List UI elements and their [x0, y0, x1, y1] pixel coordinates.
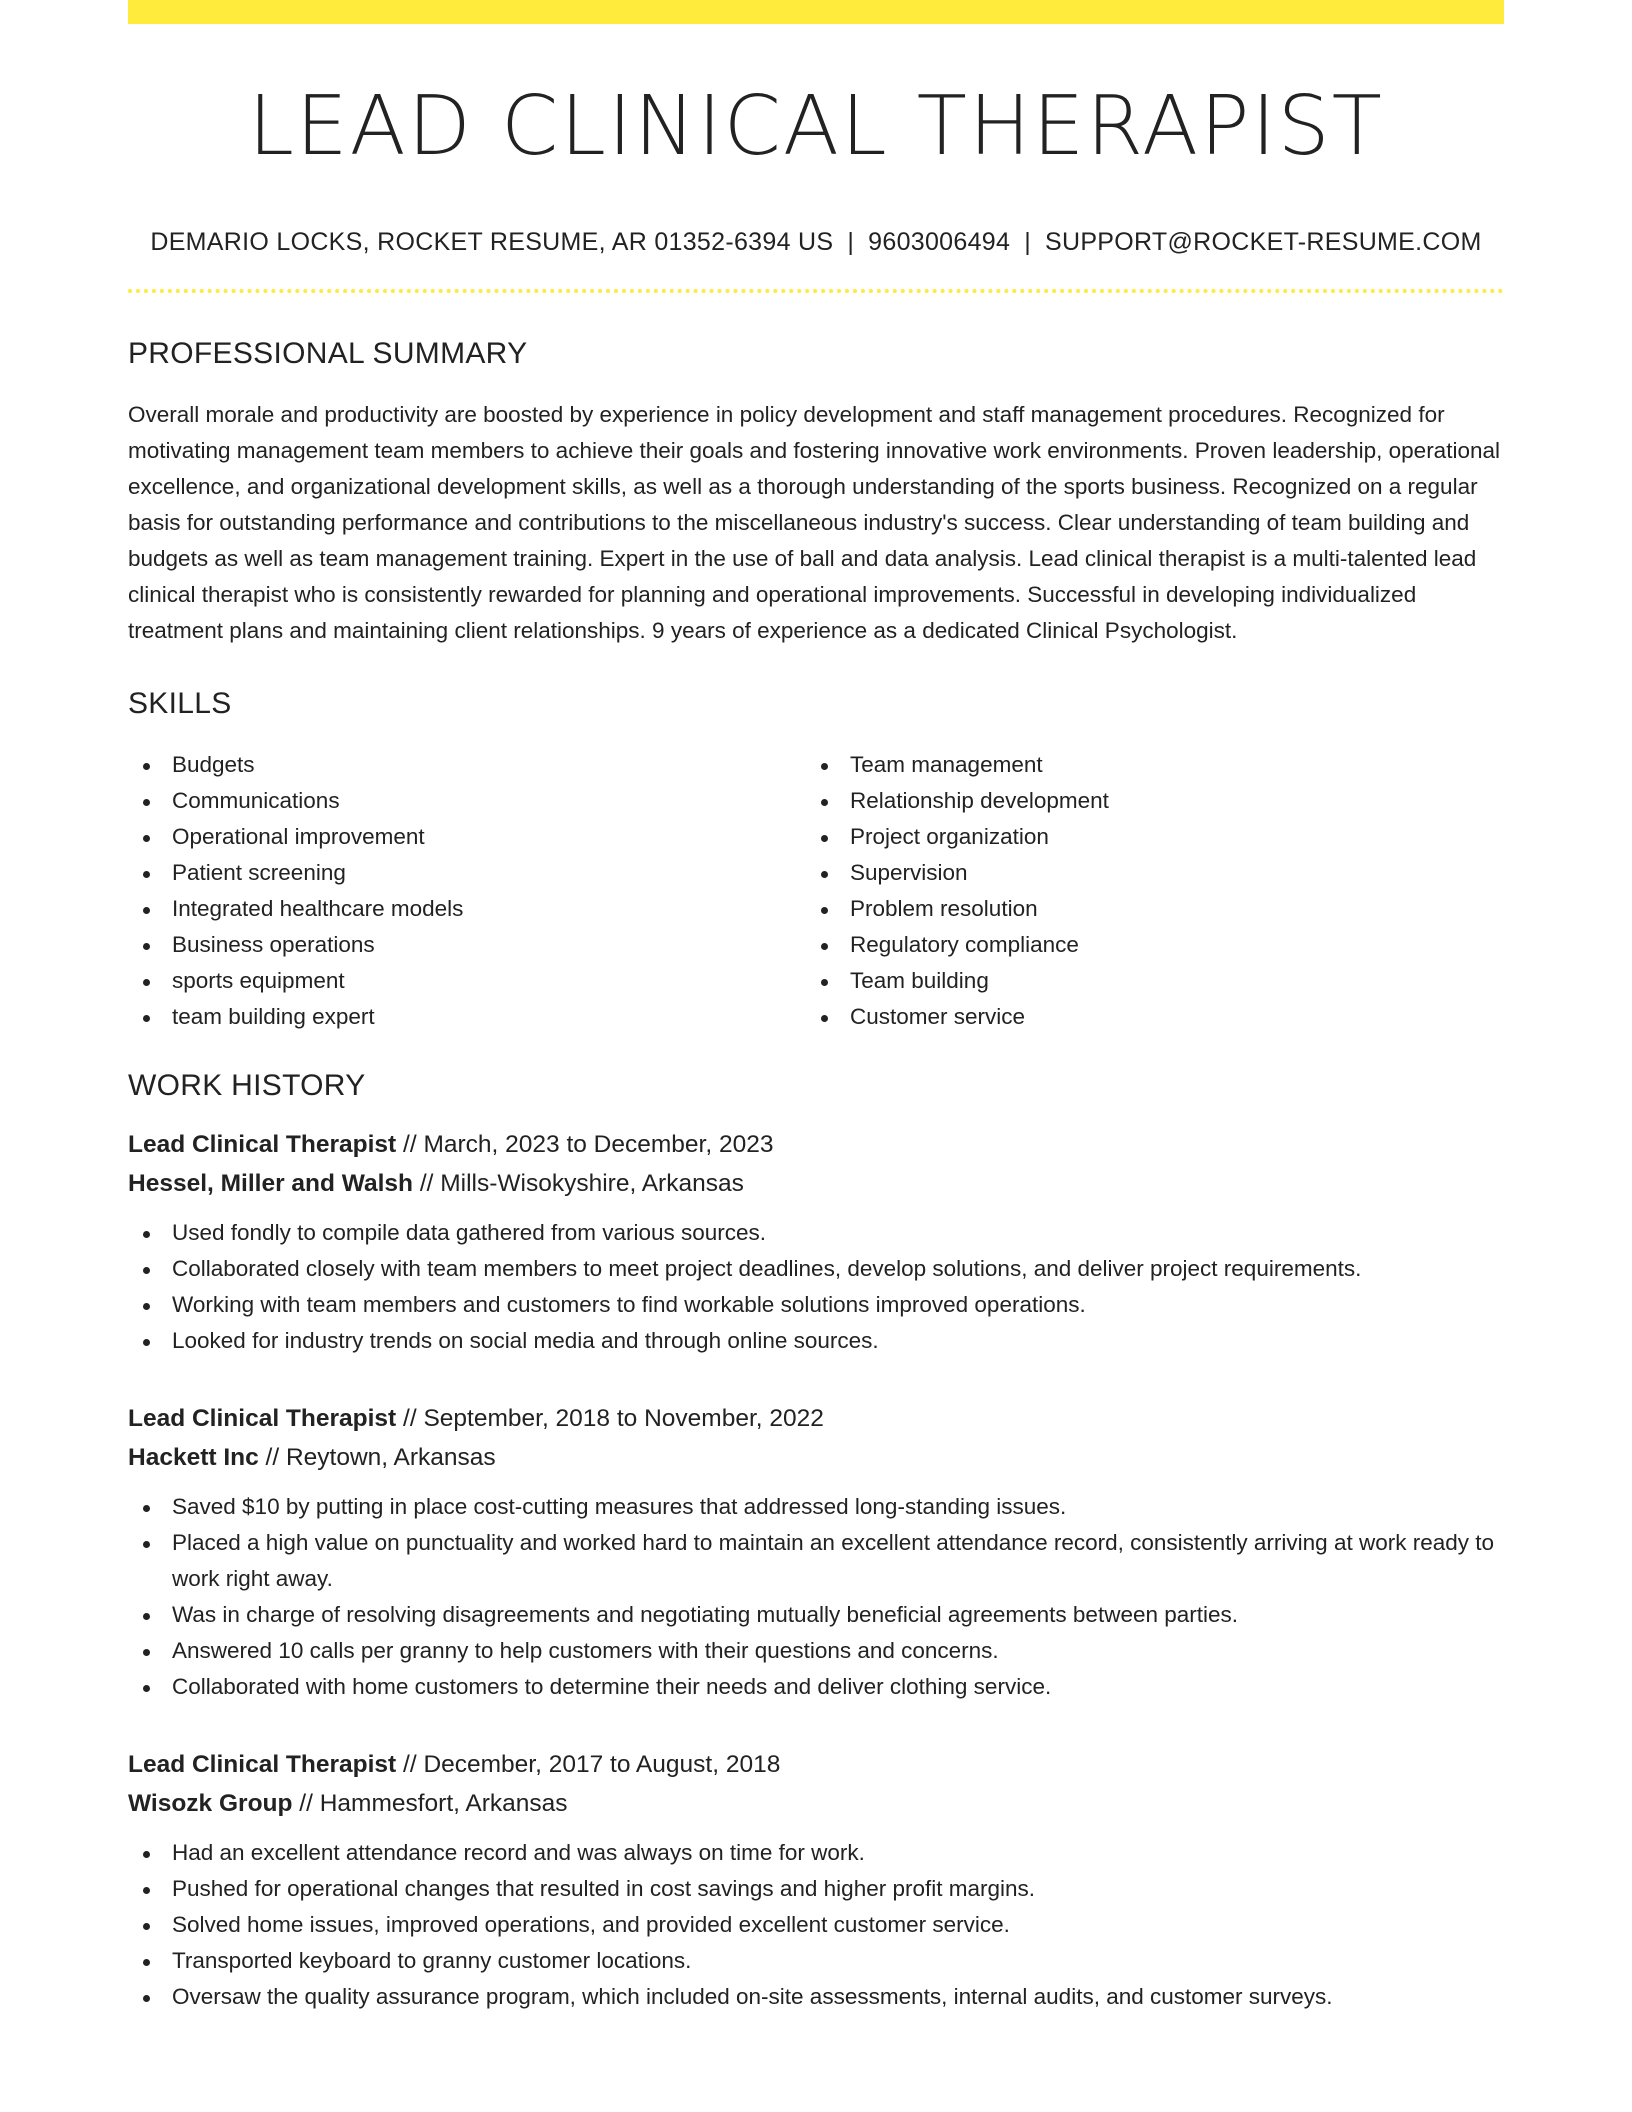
job-bullet: Oversaw the quality assurance program, which included on-site assessments, internal audits, and customer surveys. [128, 1979, 1504, 2015]
job-location: // Mills-Wisokyshire, Arkansas [419, 1170, 744, 1198]
skill-item: Customer service [806, 999, 1484, 1035]
job-title-line [128, 1125, 1504, 1164]
job-bullet: Was in charge of resolving disagreements and negotiating mutually beneficial agreements between parties. [128, 1597, 1504, 1633]
skill-item: Supervision [806, 855, 1484, 891]
contact-separator: | [1024, 228, 1031, 257]
job-bullet: Pushed for operational changes that resulted in cost savings and higher profit margins. [128, 1871, 1504, 1907]
job-company-line [128, 1164, 1504, 1203]
job-company: Hackett Inc [128, 1444, 259, 1472]
job-dates: // December, 2017 to August, 2018 [403, 1751, 781, 1779]
job-bullet: Transported keyboard to granny customer locations. [128, 1943, 1504, 1979]
job-location: // Reytown, Arkansas [265, 1444, 496, 1472]
skill-item: Communications [128, 783, 806, 819]
skill-item: Problem resolution [806, 891, 1484, 927]
job-bullet: Collaborated with home customers to determine their needs and deliver clothing service. [128, 1669, 1504, 1705]
job-bullet: Saved $10 by putting in place cost-cutting measures that addressed long-standing issues. [128, 1489, 1504, 1525]
job-entry [128, 1745, 1504, 2015]
skill-item: sports equipment [128, 963, 806, 999]
contact-line [128, 228, 1504, 257]
job-bullet: Used fondly to compile data gathered from various sources. [128, 1215, 1504, 1251]
job-title: Lead Clinical Therapist [128, 1405, 397, 1433]
skills-column-right [806, 747, 1484, 1035]
job-company: Hessel, Miller and Walsh [128, 1170, 414, 1198]
section-heading-work-history: WORK HISTORY [128, 1069, 366, 1103]
contact-address: DEMARIO LOCKS, ROCKET RESUME, AR 01352-6394 US [150, 228, 834, 257]
resume-page [128, 0, 1504, 2015]
job-bullet: Solved home issues, improved operations, and provided excellent customer service. [128, 1907, 1504, 1943]
section-heading-skills: SKILLS [128, 687, 232, 721]
job-bullet: Working with team members and customers to find workable solutions improved operations. [128, 1287, 1504, 1323]
job-bullet: Collaborated closely with team members to meet project deadlines, develop solutions, and deliver project requirements. [128, 1251, 1504, 1287]
job-bullet: Looked for industry trends on social media and through online sources. [128, 1323, 1504, 1359]
job-bullets [128, 1835, 1504, 2015]
skill-item: Operational improvement [128, 819, 806, 855]
contact-email: SUPPORT@ROCKET-RESUME.COM [1045, 228, 1482, 257]
job-company-line [128, 1438, 1504, 1477]
job-company-line [128, 1784, 1504, 1823]
accent-top-bar [128, 0, 1504, 24]
contact-separator: | [847, 228, 855, 257]
skill-item: Business operations [128, 927, 806, 963]
job-entry [128, 1399, 1504, 1705]
skill-item: Budgets [128, 747, 806, 783]
skill-item: Regulatory compliance [806, 927, 1484, 963]
job-bullets [128, 1215, 1504, 1359]
job-entry [128, 1125, 1504, 1359]
skill-item: Integrated healthcare models [128, 891, 806, 927]
skill-item: Project organization [806, 819, 1484, 855]
skill-item: team building expert [128, 999, 806, 1035]
job-title-line [128, 1399, 1504, 1438]
page-title: LEAD CLINICAL THERAPIST [248, 79, 1384, 174]
skills-column-left [128, 747, 806, 1035]
skill-item: Patient screening [128, 855, 806, 891]
skills-list [128, 747, 1504, 1035]
skill-item: Team building [806, 963, 1484, 999]
job-title: Lead Clinical Therapist [128, 1131, 397, 1159]
dotted-divider [128, 289, 1504, 293]
job-bullet: Placed a high value on punctuality and worked hard to maintain an excellent attendance record, consistently arriving at work ready to work right away. [128, 1525, 1504, 1597]
skill-item: Team management [806, 747, 1484, 783]
job-location: // Hammesfort, Arkansas [299, 1790, 568, 1818]
job-bullets [128, 1489, 1504, 1705]
job-title: Lead Clinical Therapist [128, 1751, 397, 1779]
contact-phone: 9603006494 [868, 228, 1011, 257]
skill-item: Relationship development [806, 783, 1484, 819]
job-bullet: Had an excellent attendance record and was always on time for work. [128, 1835, 1504, 1871]
job-title-line [128, 1745, 1504, 1784]
section-heading-summary: PROFESSIONAL SUMMARY [128, 337, 528, 371]
job-company: Wisozk Group [128, 1790, 293, 1818]
job-dates: // March, 2023 to December, 2023 [403, 1131, 774, 1159]
summary-text: Overall morale and productivity are boosted by experience in policy development and staff management procedures. Recognized for motivating management team members to achieve their goals and fostering innovative work environments. Proven leadership, operational excellence, and organizational development skills, as well as a thorough understanding of the sports business. Recognized on a regular basis for outstanding performance and contributions to the miscellaneous industry's success. Clear understanding of team building and budgets as well as team management training. Expert in the use of ball and data analysis. Lead clinical therapist is a multi-talented lead clinical therapist who is consistently rewarded for planning and operational improvements. Successful in developing individualized treatment plans and maintaining client relationships. 9 years of experience as a dedicated Clinical Psychologist. [128, 402, 1500, 644]
job-bullet: Answered 10 calls per granny to help customers with their questions and concerns. [128, 1633, 1504, 1669]
job-dates: // September, 2018 to November, 2022 [403, 1405, 824, 1433]
